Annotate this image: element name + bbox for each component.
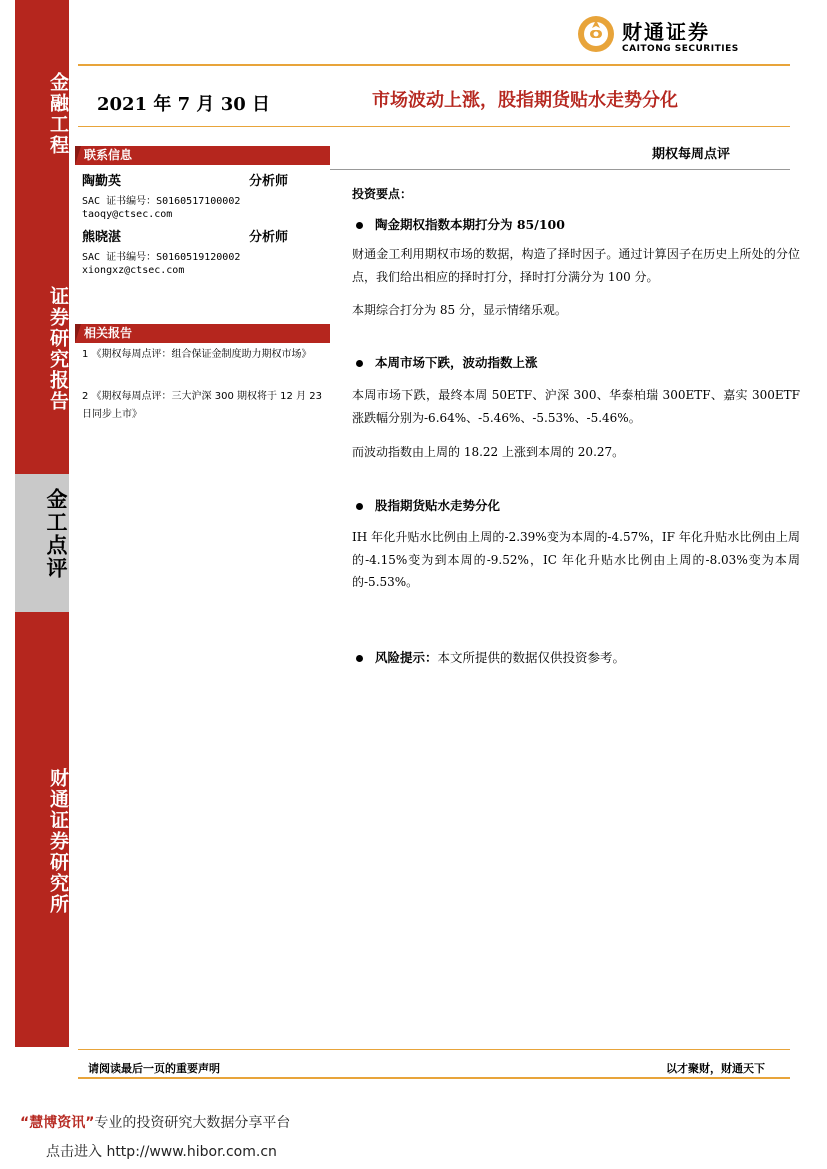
section-paragraph: 本周市场下跌，最终本周 50ETF、沪深 300、华泰柏瑞 300ETF、嘉实 300ETF 涨跌幅分别为-6.64%、-5.46%、-5.53%、-5.46%。 bbox=[352, 388, 800, 425]
sidebar-category: 金工点评 bbox=[44, 488, 69, 580]
analyst-role: 分析师 bbox=[249, 174, 289, 189]
top-divider bbox=[78, 64, 790, 66]
related-report-item[interactable]: 2 《期权每周点评：三大沪深 300 期权将于 12 月 23 日同步上市》 bbox=[82, 391, 322, 420]
section-paragraph: 而波动指数由上周的 18.22 上涨到本周的 20.27。 bbox=[352, 445, 625, 459]
analyst-name: 熊晓湛 bbox=[82, 230, 122, 245]
related-reports-header: 相关报告 bbox=[75, 324, 330, 343]
section-paragraph: IH 年化升贴水比例由上周的-2.39%变为本周的-4.57%，IF 年化升贴水比例由上周的-4.15%变为到本周的-9.52%，IC 年化升贴水比例由上周的-8.03%变为本周的-5.53%。 bbox=[352, 530, 800, 589]
risk-warning: 风险提示：本文所提供的数据仅供投资参考。 bbox=[356, 648, 625, 666]
bullet-icon bbox=[356, 503, 363, 510]
bullet-icon bbox=[356, 222, 363, 229]
section-paragraph: 财通金工利用期权市场的数据，构造了择时因子。通过计算因子在历史上所处的分位点，我们给出相应的择时打分，择时打分满分为 100 分。 bbox=[352, 247, 800, 284]
caitong-logo-icon bbox=[576, 14, 616, 54]
section-paragraph: 本期综合打分为 85 分，显示情绪乐观。 bbox=[352, 303, 567, 317]
sidebar-department: 金融工程 bbox=[47, 72, 69, 156]
logo-name-cn: 财通证券 bbox=[622, 20, 710, 44]
footer-divider-bottom bbox=[78, 1077, 790, 1079]
key-points-label: 投资要点： bbox=[352, 187, 413, 201]
footer-divider bbox=[78, 1049, 790, 1050]
section-heading: 股指期货贴水走势分化 bbox=[356, 496, 500, 514]
analyst-email[interactable]: taoqy@ctsec.com bbox=[82, 209, 173, 220]
watermark-banner: “慧博资讯”专业的投资研究大数据分享平台 bbox=[20, 1115, 291, 1131]
analyst-name: 陶勤英 bbox=[82, 174, 122, 189]
report-headline: 市场波动上涨，股指期货贴水走势分化 bbox=[372, 90, 678, 111]
watermark-link[interactable]: 点击进入 http://www.hibor.com.cn bbox=[46, 1144, 277, 1160]
sidebar-institute: 财通证券研究所 bbox=[47, 768, 69, 915]
disclaimer-notice: 请阅读最后一页的重要声明 bbox=[88, 1062, 220, 1075]
contacts-header: 联系信息 bbox=[75, 146, 330, 165]
analyst-role: 分析师 bbox=[249, 230, 289, 245]
related-report-item[interactable]: 1 《期权每周点评：组合保证金制度助力期权市场》 bbox=[82, 349, 312, 360]
report-date: 2021 年 7 月 30 日 bbox=[97, 94, 271, 115]
section-heading: 陶金期权指数本期打分为 85/100 bbox=[356, 215, 565, 233]
sidebar-category-panel bbox=[15, 474, 69, 612]
bullet-icon bbox=[356, 655, 363, 662]
category-divider bbox=[330, 169, 790, 170]
analyst-sac: SAC 证书编号：S0160519120002 bbox=[82, 252, 241, 263]
bullet-icon bbox=[356, 360, 363, 367]
footer-slogan: 以才聚财，财通天下 bbox=[666, 1062, 765, 1075]
section-heading: 本周市场下跌，波动指数上涨 bbox=[356, 353, 538, 371]
analyst-sac: SAC 证书编号：S0160517100002 bbox=[82, 196, 241, 207]
analyst-email[interactable]: xiongxz@ctsec.com bbox=[82, 265, 185, 276]
logo-name-en: CAITONG SECURITIES bbox=[622, 44, 739, 54]
sidebar-report-type: 证券研究报告 bbox=[47, 286, 69, 412]
report-category: 期权每周点评 bbox=[652, 147, 731, 162]
header-divider bbox=[78, 126, 790, 127]
